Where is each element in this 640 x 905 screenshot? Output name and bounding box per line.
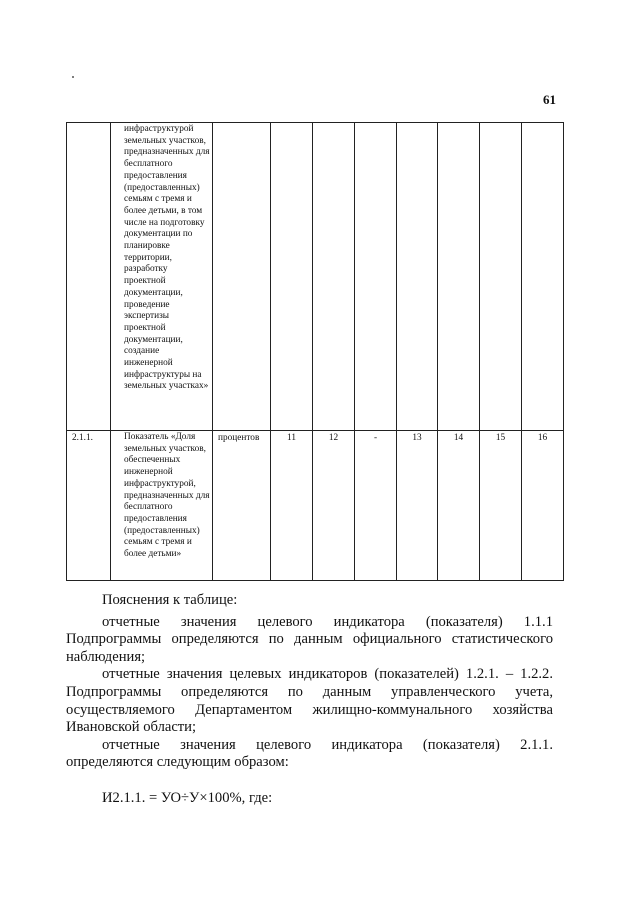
value-cell: 11 — [271, 431, 313, 581]
value-cell — [355, 123, 397, 431]
notes-heading: Пояснения к таблице: — [102, 592, 238, 608]
formula: И2.1.1. = УО÷У×100%, где: — [102, 790, 273, 806]
value-cell: 16 — [522, 431, 564, 581]
value-cell: 15 — [480, 431, 522, 581]
page-number: 61 — [543, 92, 556, 107]
value-cell — [480, 123, 522, 431]
value-cell: 13 — [397, 431, 438, 581]
value-cell — [522, 123, 564, 431]
unit-cell — [213, 123, 271, 431]
value-cell — [313, 123, 355, 431]
indicator-table — [66, 122, 564, 581]
table-row — [67, 431, 564, 581]
value-cell: 12 — [313, 431, 355, 581]
indicator-name-cell: Показатель «Доля земельных участков, обеспеченных инженерной инфраструктурой, предназначенных для бесплатного предоставления (предоставленных) семьям с тремя и более детьми» — [111, 431, 213, 581]
note-paragraph: определяются следующим образом: — [66, 754, 289, 771]
note-paragraph: Подпрограммы определяются по данным официального статистического наблюдения; — [66, 631, 553, 665]
table-row — [67, 123, 564, 431]
indicator-name-cell: инфраструктурой земельных участков, предназначенных для бесплатного предоставления (предоставленных) семьям с тремя и более детьми, в том числе на подготовку документации по планировке территории, разработку проектной документации, проведение экспертизы проектной документации, создание инженерной инфраструктуры на земельных участках» — [111, 123, 213, 431]
note-paragraph: Подпрограммы определяются по данным управленческого учета, осуществляемого Департаментом жилищно-коммунального хозяйства Ивановской области; — [66, 683, 553, 736]
note-paragraph: отчетные значения целевых индикаторов (показателей) 1.2.1. – 1.2.2. — [102, 666, 553, 683]
note-paragraph: отчетные значения целевого индикатора (показателя) 2.1.1. — [102, 736, 553, 753]
value-cell: 14 — [438, 431, 480, 581]
value-cell — [271, 123, 313, 431]
value-cell — [438, 123, 480, 431]
table-notes — [66, 592, 553, 772]
note-paragraph: отчетные значения целевого индикатора (показателя) 1.1.1 — [102, 613, 553, 630]
value-cell — [397, 123, 438, 431]
value-cell: - — [355, 431, 397, 581]
unit-cell: процентов — [213, 431, 271, 581]
row-number-cell — [67, 123, 111, 431]
row-number-cell: 2.1.1. — [67, 431, 111, 581]
scan-speck — [72, 76, 74, 78]
